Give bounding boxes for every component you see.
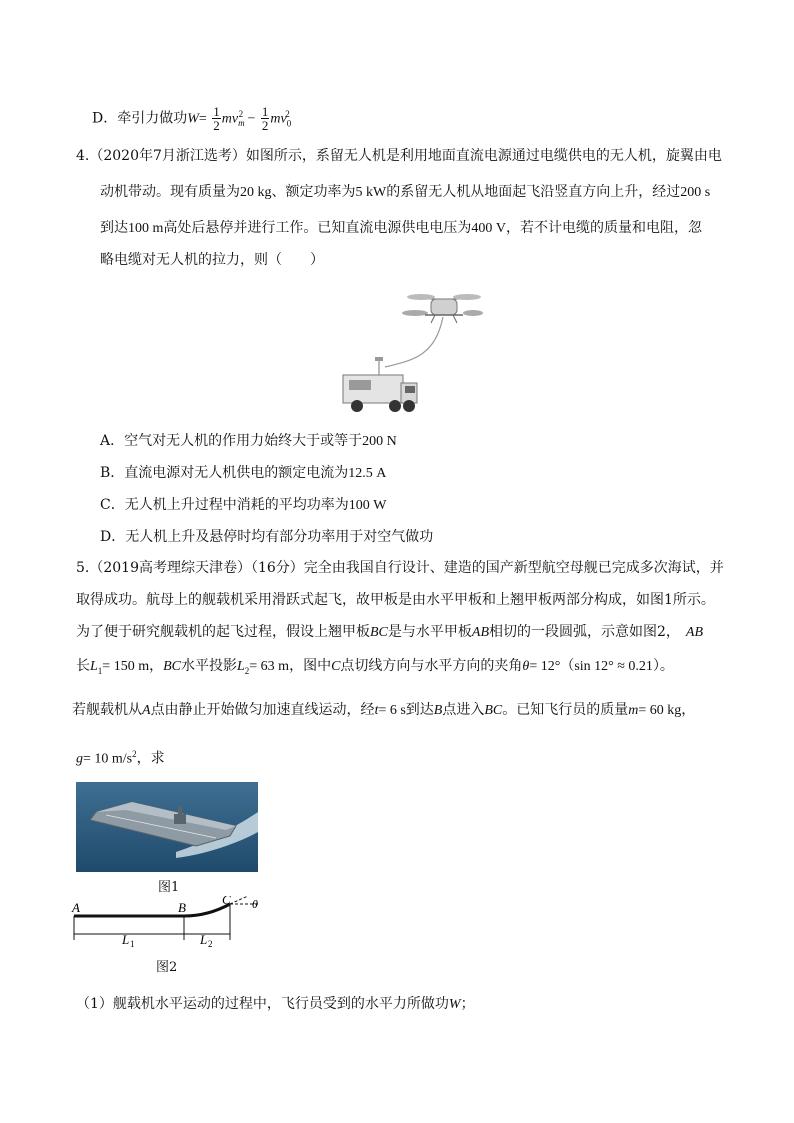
math-w: W [448, 997, 461, 1012]
math-b: B [433, 703, 443, 718]
value-power: 5 kW [355, 185, 387, 200]
value-voltage: 400 V [471, 221, 507, 236]
option-text: C．无人机上升过程中消耗的平均功率为 [100, 497, 349, 513]
text: 点进入 [442, 702, 485, 718]
text: 动机带动。现有质量为 [100, 184, 240, 200]
value-theta: = 12° [529, 659, 561, 674]
option-text: A．空气对无人机的作用力始终大于或等于 [100, 433, 363, 449]
text: 点切线方向与水平方向的夹角 [340, 658, 523, 674]
truck-icon [343, 357, 417, 412]
label-l2: L [200, 932, 208, 947]
value-g: = 10 m/s [83, 751, 133, 767]
q4-option-b [100, 463, 386, 484]
math-c: C [331, 659, 341, 674]
math-t: t [374, 703, 379, 718]
option-value: 12.5 A [348, 466, 387, 481]
option-text: B．直流电源对无人机供电的额定电流为 [100, 465, 349, 481]
text: ，求 [136, 750, 165, 767]
text: ， [681, 702, 696, 718]
q5-subquestion-1 [76, 994, 475, 1015]
math-g: g [76, 751, 83, 767]
text: ）。 [652, 658, 674, 674]
text: 长 [76, 658, 90, 674]
frac-den: 2 [213, 118, 220, 134]
label-l1-sub: 1 [130, 939, 135, 949]
text: 高处后悬停并进行工作。已知直流电源供电电压为 [163, 220, 472, 236]
q4-line-1: 4.（2020年7月浙江选考）如图所示，系留无人机是利用地面直流电源通过电缆供电的无人机，旋翼由电 [76, 148, 722, 164]
option-text: D．无人机上升及悬停时均有部分功率用于对空气做功 [100, 529, 434, 545]
q5-line-4 [76, 656, 674, 681]
q4-line-4: 略电缆对无人机的拉力，则（ ） [100, 252, 324, 268]
q4-option-a [100, 431, 397, 452]
math-l1: L [90, 659, 98, 674]
label-l2-sub: 2 [208, 939, 213, 949]
q5-line-6 [76, 744, 165, 770]
deck-diagram [68, 896, 278, 956]
text: 到达 [100, 220, 128, 236]
option-value: 200 N [362, 434, 397, 449]
sub-2: 2 [244, 665, 250, 676]
text: 点由静止开始做匀加速直线运动，经 [150, 702, 375, 718]
label-theta: θ [252, 897, 258, 911]
sup-2: 2 [285, 109, 290, 119]
text: 到达 [405, 702, 434, 718]
q4-option-d [100, 527, 433, 547]
math-a: A [142, 703, 151, 718]
text: 为了便于研究舰载机的起飞过程，假设上翘甲板 [76, 624, 370, 640]
value-height: 100 m [128, 221, 164, 236]
tangent-line [230, 896, 248, 904]
label-b: B [178, 900, 186, 915]
text: 的系留无人机从地面起飞沿竖直方向上升，经过 [386, 184, 681, 200]
text: 是与水平甲板 [387, 624, 472, 640]
sub-0: 0 [286, 118, 292, 129]
value-l2: = 63 m [249, 659, 290, 674]
fraction-half [212, 105, 221, 132]
label-a: A [72, 900, 80, 915]
text: 若舰载机从 [72, 702, 142, 718]
value-t: = 6 s [378, 703, 406, 718]
value-mass: 20 kg [240, 185, 272, 200]
figure-2-caption: 图2 [156, 960, 178, 975]
text: （ [560, 658, 575, 674]
q4-line-3 [100, 218, 702, 239]
math-bc: BC [484, 703, 503, 718]
text: 水平投影 [180, 658, 237, 674]
sup-2: 2 [132, 749, 137, 759]
label-c: C [222, 896, 231, 907]
frac-den: 2 [261, 118, 269, 134]
math-l2: L [236, 659, 245, 674]
value-sin: sin 12° ≈ 0.21 [574, 659, 653, 674]
frac-num: 1 [261, 104, 269, 120]
label-l1: L [122, 932, 130, 947]
text: ； [460, 996, 475, 1012]
math-mv: mv [221, 111, 239, 127]
math-ab: AB [471, 625, 489, 640]
math-theta: θ [522, 659, 530, 674]
fraction-half-2 [261, 105, 270, 132]
math-minus: − [247, 111, 256, 127]
option-value: 100 W [348, 498, 387, 513]
value-time: 200 s [680, 185, 711, 200]
text: 、额定功率为 [271, 184, 356, 200]
sup-2: 2 [238, 109, 244, 119]
figure-1-caption: 图1 [158, 880, 180, 895]
value-l1: = 150 m [102, 659, 150, 674]
text: 。已知飞行员的质量 [502, 702, 629, 718]
sub-1: 1 [97, 665, 103, 676]
text: （1）舰载机水平运动的过程中，飞行员受到的水平力所做功 [76, 996, 449, 1012]
text: ，若不计电缆的质量和电阻，忽 [506, 220, 703, 236]
math-w: W [187, 111, 199, 127]
q4-line-2 [100, 182, 710, 203]
aircraft-carrier-photo [76, 782, 258, 872]
text: ，图中 [289, 658, 332, 674]
value-m: = 60 kg [638, 703, 682, 718]
math-m: m [628, 703, 639, 718]
frac-num: 1 [213, 104, 220, 120]
math-ab: AB [685, 625, 704, 640]
sub-m: m [238, 118, 245, 129]
math-mv: mv [270, 111, 287, 127]
q5-line-5 [72, 700, 695, 721]
q4-option-c [100, 495, 386, 516]
math-bc: BC [370, 625, 388, 640]
math-eq: = [198, 111, 207, 127]
cable [385, 317, 443, 367]
option-d-text: D．牵引力做功 [92, 110, 188, 127]
text: ， [149, 658, 164, 674]
q5-line-2: 取得成功。航母上的舰载机采用滑跃式起飞，故甲板是由水平甲板和上翘甲板两部分构成，如图1所示。 [76, 592, 715, 608]
q5-line-1: 5.（2019高考理综天津卷）（16分）完全由我国自行设计、建造的国产新型航空母舰已完成多次海试，并 [76, 560, 724, 576]
q3-option-d [92, 104, 290, 133]
text: 相切的一段圆弧，示意如图2， [489, 624, 680, 640]
q5-line-3 [76, 622, 703, 643]
math-bc: BC [163, 659, 181, 674]
drone-truck-figure [335, 285, 485, 420]
